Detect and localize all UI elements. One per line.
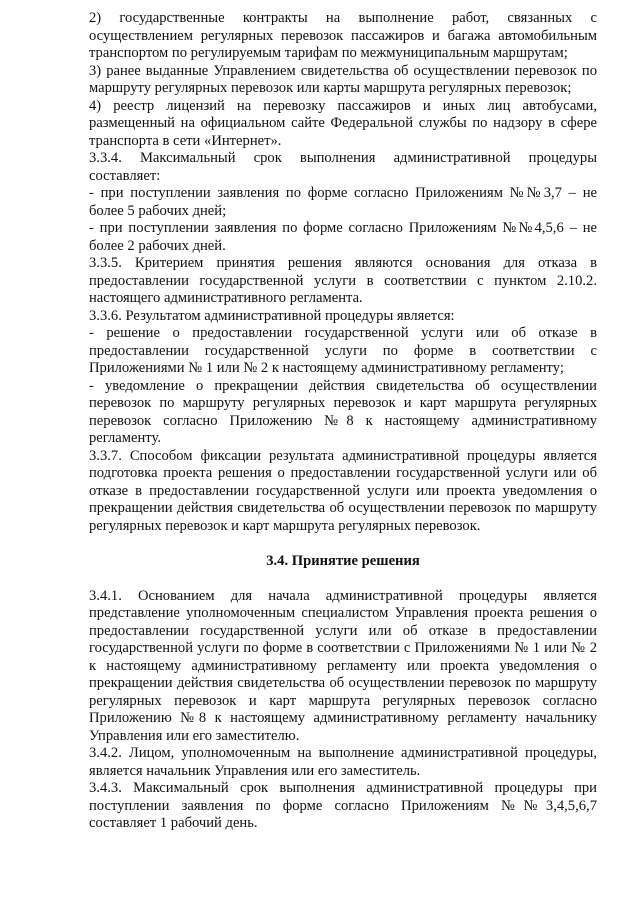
paragraph-3-4-2: 3.4.2. Лицом, уполномоченным на выполнение административной процедуры, является начальник Управления или его заместитель. <box>89 745 597 779</box>
section-heading: 3.4. Принятие решения <box>266 553 420 569</box>
paragraph-3-4-3: 3.4.3. Максимальный срок выполнения административной процедуры при поступлении заявления по форме согласно Приложениям №№3,4,5,6,7 составляет 1 рабочий день. <box>89 780 597 831</box>
paragraph-3-3-7: 3.3.7. Способом фиксации результата административной процедуры является подготовка проекта решения о предоставлении государственной услуги или об отказе в предоставлении государственной услуги или проекта уведомления о прекращении действия свидетельства об осуществлении перевозок по маршруту регулярных перевозок и карт маршрута регулярных перевозок. <box>89 447 597 534</box>
paragraph-3-3-4: 3.3.4. Максимальный срок выполнения административной процедуры составляет: <box>89 150 597 184</box>
paragraph-item-4-license-registry: 4) реестр лицензий на перевозку пассажиров и иных лиц автобусами, размещенный на официальном сайте Федеральной службы по надзору в сфере транспорта в сети «Интернет». <box>89 97 597 149</box>
paragraph-item-3-certificates: 3) ранее выданные Управлением свидетельства об осуществлении перевозок по маршруту регулярных перевозок или карты маршрута регулярных перевозок; <box>89 62 597 96</box>
paragraph-3-4-1: 3.4.1. Основанием для начала административной процедуры является представление уполномоченным специалистом Управления проекта решения о предоставлении государственной услуги или об отказе в предоставлении государственной услуги по форме в соответствии с Приложениями № 1 или № 2 к настоящему административному регламенту или проекта уведомления о прекращении действия свидетельства об осуществлении перевозок по маршруту регулярных перевозок и карт маршрута регулярных перевозок согласно Приложению №8 к настоящему административному регламенту начальнику Управления или его заместителю. <box>89 587 597 744</box>
paragraph-3-3-6-dash-1: - решение о предоставлении государственной услуги или об отказе в предоставлении государственной услуги по форме в соответствии с Приложениями № 1 или № 2 к настоящему административному регламенту; <box>89 325 597 376</box>
paragraph-item-2-contracts: 2) государственные контракты на выполнение работ, связанных с осуществлением регулярных перевозок пассажиров и багажа автомобильным транспортом по регулируемым тарифам по межмуниципальным маршрутам; <box>89 10 597 61</box>
paragraph-3-3-6-dash-2: - уведомление о прекращении действия свидетельства об осуществлении перевозок по маршруту регулярных перевозок и карт маршрута регулярных перевозок согласно Приложению №8 к настоящему административному регламенту. <box>89 377 597 446</box>
paragraph-3-3-4-dash-1: - при поступлении заявления по форме согласно Приложениям №№3,7 – не более 5 рабочих дней; <box>89 185 597 219</box>
paragraph-3-3-4-dash-2: - при поступлении заявления по форме согласно Приложениям №№4,5,6 – не более 2 рабочих дней. <box>89 220 597 254</box>
paragraph-3-3-5: 3.3.5. Критерием принятия решения являются основания для отказа в предоставлении государственной услуги в соответствии с пунктом 2.10.2. настоящего административного регламента. <box>89 255 597 306</box>
paragraph-3-3-6: 3.3.6. Результатом административной процедуры является: <box>89 307 455 324</box>
